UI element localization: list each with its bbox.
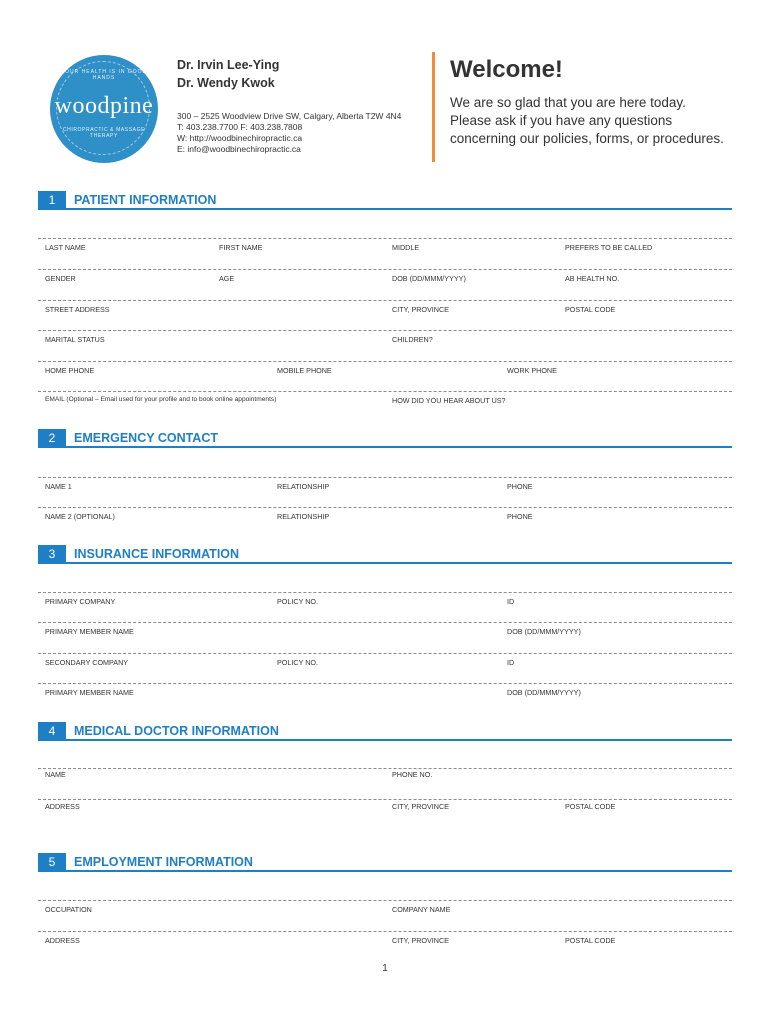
row-divider xyxy=(38,330,732,331)
field-city-province[interactable]: CITY, PROVINCE xyxy=(392,305,449,314)
field-employer-address[interactable]: ADDRESS xyxy=(45,936,80,945)
field-email[interactable]: EMAIL (Optional – Email used for your profile and to book online appointments) xyxy=(45,396,277,403)
field-emergency-relationship-2[interactable]: RELATIONSHIP xyxy=(277,512,330,521)
row-divider xyxy=(38,300,732,301)
field-secondary-member-dob[interactable]: DOB (DD/MMM/YYYY) xyxy=(507,688,581,697)
field-doctor-name[interactable]: NAME xyxy=(45,770,66,779)
row-divider xyxy=(38,768,732,769)
clinic-website[interactable]: W: http://woodbinechiropractic.ca xyxy=(177,133,303,143)
field-secondary-policy-no[interactable]: POLICY NO. xyxy=(277,658,319,667)
page-number: 1 xyxy=(382,963,388,974)
field-doctor-phone[interactable]: PHONE NO. xyxy=(392,770,433,779)
field-street-address[interactable]: STREET ADDRESS xyxy=(45,305,110,314)
logo-subtitle: CHIROPRACTIC & MASSAGE THERAPY xyxy=(62,127,146,139)
section-4-rule xyxy=(38,739,732,741)
field-primary-member-dob[interactable]: DOB (DD/MMM/YYYY) xyxy=(507,627,581,636)
clinic-email[interactable]: E: info@woodbinechiropractic.ca xyxy=(177,144,301,154)
field-ab-health-no[interactable]: AB HEALTH NO. xyxy=(565,274,620,283)
section-5-number: 5 xyxy=(38,853,66,872)
section-2-number: 2 xyxy=(38,429,66,448)
field-first-name[interactable]: FIRST NAME xyxy=(219,243,263,252)
field-preferred-name[interactable]: PREFERS TO BE CALLED xyxy=(565,243,653,252)
row-divider xyxy=(38,269,732,270)
field-mobile-phone[interactable]: MOBILE PHONE xyxy=(277,366,332,375)
field-gender[interactable]: GENDER xyxy=(45,274,76,283)
field-children[interactable]: CHILDREN? xyxy=(392,335,433,344)
section-1-number: 1 xyxy=(38,191,66,210)
section-5-rule xyxy=(38,870,732,872)
row-divider xyxy=(38,507,732,508)
welcome-line-1: We are so glad that you are here today. xyxy=(450,95,686,110)
field-emergency-phone-1[interactable]: PHONE xyxy=(507,482,533,491)
field-marital-status[interactable]: MARITAL STATUS xyxy=(45,335,105,344)
logo-wordmark: woodpine xyxy=(54,93,154,119)
woodpine-logo xyxy=(50,55,158,163)
welcome-line-3: concerning our policies, forms, or procedures. xyxy=(450,131,724,146)
section-3-rule xyxy=(38,562,732,564)
field-home-phone[interactable]: HOME PHONE xyxy=(45,366,95,375)
row-divider xyxy=(38,477,732,478)
row-divider xyxy=(38,900,732,901)
field-doctor-postal-code[interactable]: POSTAL CODE xyxy=(565,802,616,811)
field-occupation[interactable]: OCCUPATION xyxy=(45,905,92,914)
row-divider xyxy=(38,238,732,239)
welcome-line-2: Please ask if you have any questions xyxy=(450,113,673,128)
field-referral-source[interactable]: HOW DID YOU HEAR ABOUT US? xyxy=(392,396,506,405)
field-emergency-name-2[interactable]: NAME 2 (OPTIONAL) xyxy=(45,512,115,521)
clinic-address: 300 – 2525 Woodview Drive SW, Calgary, Alberta T2W 4N4 xyxy=(177,111,402,121)
field-dob[interactable]: DOB (DD/MMM/YYYY) xyxy=(392,274,466,283)
clinic-phone-fax: T: 403.238.7700 F: 403.238.7808 xyxy=(177,122,303,132)
row-divider xyxy=(38,653,732,654)
section-5-title: EMPLOYMENT INFORMATION xyxy=(74,855,253,869)
field-primary-id[interactable]: ID xyxy=(507,597,515,606)
row-divider xyxy=(38,361,732,362)
field-emergency-relationship-1[interactable]: RELATIONSHIP xyxy=(277,482,330,491)
welcome-accent-bar xyxy=(432,52,435,162)
field-primary-policy-no[interactable]: POLICY NO. xyxy=(277,597,319,606)
field-employer-postal-code[interactable]: POSTAL CODE xyxy=(565,936,616,945)
field-primary-company[interactable]: PRIMARY COMPANY xyxy=(45,597,116,606)
row-divider xyxy=(38,622,732,623)
logo-tagline: YOUR HEALTH IS IN GOOD HANDS xyxy=(60,69,148,81)
field-emergency-phone-2[interactable]: PHONE xyxy=(507,512,533,521)
row-divider xyxy=(38,931,732,932)
field-last-name[interactable]: LAST NAME xyxy=(45,243,86,252)
section-3-title: INSURANCE INFORMATION xyxy=(74,547,240,561)
field-secondary-id[interactable]: ID xyxy=(507,658,515,667)
field-secondary-company[interactable]: SECONDARY COMPANY xyxy=(45,658,129,667)
field-postal-code[interactable]: POSTAL CODE xyxy=(565,305,616,314)
field-middle-name[interactable]: MIDDLE xyxy=(392,243,420,252)
row-divider xyxy=(38,592,732,593)
section-3-number: 3 xyxy=(38,545,66,564)
field-emergency-name-1[interactable]: NAME 1 xyxy=(45,482,72,491)
field-age[interactable]: AGE xyxy=(219,274,235,283)
field-work-phone[interactable]: WORK PHONE xyxy=(507,366,557,375)
row-divider xyxy=(38,799,732,800)
field-primary-member-name[interactable]: PRIMARY MEMBER NAME xyxy=(45,627,134,636)
section-2-title: EMERGENCY CONTACT xyxy=(74,431,218,445)
field-employer-city-province[interactable]: CITY, PROVINCE xyxy=(392,936,449,945)
row-divider xyxy=(38,683,732,684)
field-company-name[interactable]: COMPANY NAME xyxy=(392,905,451,914)
field-doctor-city-province[interactable]: CITY, PROVINCE xyxy=(392,802,449,811)
section-1-title: PATIENT INFORMATION xyxy=(74,193,217,207)
section-4-number: 4 xyxy=(38,722,66,741)
doctor-name-2: Dr. Wendy Kwok xyxy=(177,76,275,90)
row-divider xyxy=(38,391,732,392)
welcome-title: Welcome! xyxy=(450,56,563,83)
doctor-name-1: Dr. Irvin Lee-Ying xyxy=(177,58,280,72)
field-secondary-member-name[interactable]: PRIMARY MEMBER NAME xyxy=(45,688,134,697)
section-1-rule xyxy=(38,208,732,210)
section-4-title: MEDICAL DOCTOR INFORMATION xyxy=(74,724,279,738)
field-doctor-address[interactable]: ADDRESS xyxy=(45,802,80,811)
section-2-rule xyxy=(38,446,732,448)
